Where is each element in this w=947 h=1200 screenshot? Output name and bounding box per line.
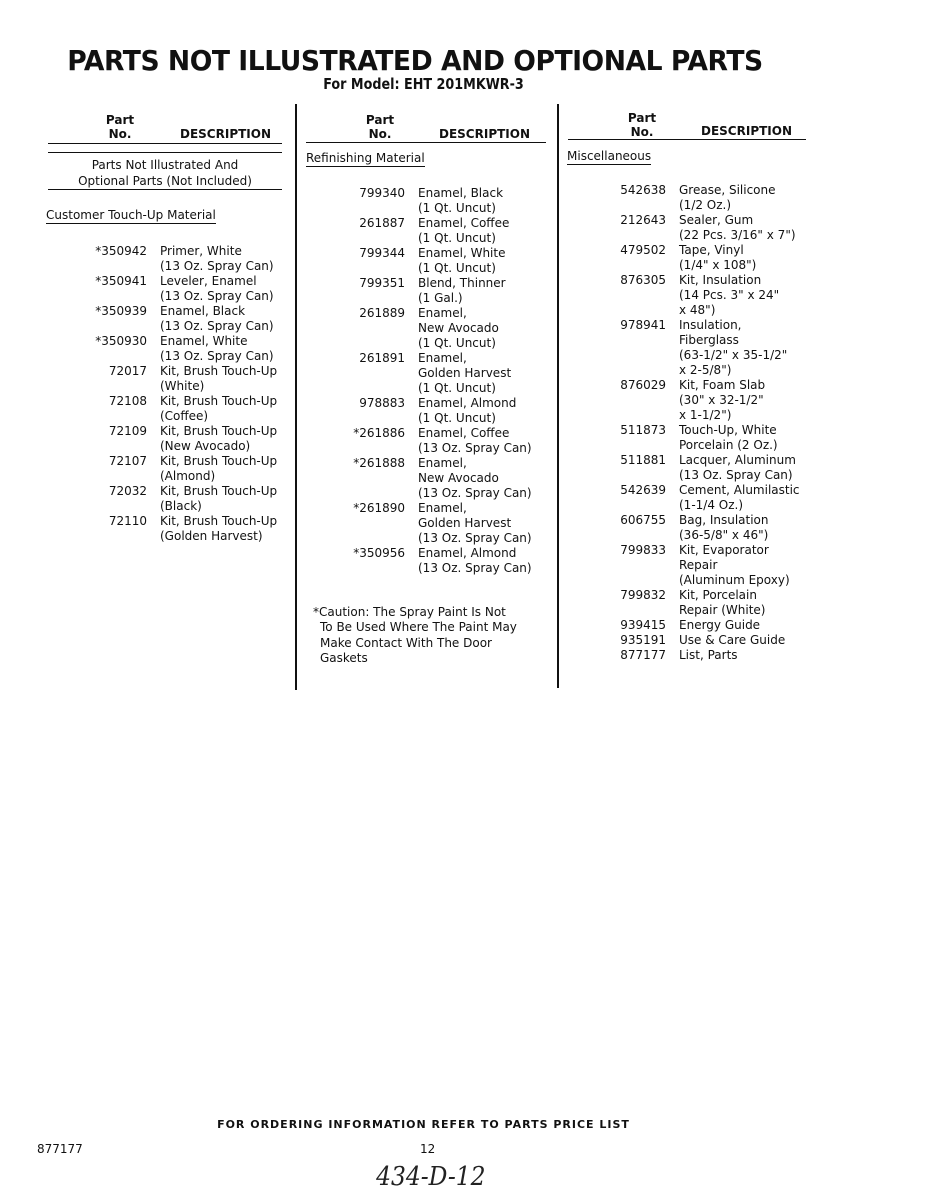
part-number: 935191 (620, 633, 666, 647)
part-number: 799351 (359, 276, 405, 290)
part-row (345, 396, 532, 426)
part-description (679, 648, 738, 663)
parts-list-column2 (345, 186, 532, 576)
part-description (679, 483, 800, 513)
description-line: Porcelain (2 Oz.) (679, 438, 778, 452)
description-line: (14 Pcs. 3" x 24" (679, 288, 780, 302)
description-line: Kit, Brush Touch-Up (160, 424, 278, 438)
description-line: Enamel, Black (418, 186, 504, 200)
part-number: 978883 (359, 396, 405, 410)
caution-line: To Be Used Where The Paint May (320, 620, 517, 635)
part-row (87, 454, 277, 484)
part-number: 799832 (620, 588, 666, 602)
part-number: 606755 (620, 513, 666, 527)
part-number: *350930 (95, 334, 147, 348)
part-row (87, 334, 277, 364)
description-line: Cement, Alumilastic (679, 483, 800, 497)
part-number: 876305 (620, 273, 666, 287)
part-row (606, 273, 800, 318)
caution-line: *Caution: The Spray Paint Is Not (313, 605, 506, 619)
part-description (418, 351, 511, 396)
part-row (87, 514, 277, 544)
description-label: DESCRIPTION (701, 124, 793, 138)
description-line: Kit, Brush Touch-Up (160, 364, 278, 378)
page-number: 12 (420, 1142, 436, 1156)
part-number: *350941 (95, 274, 147, 288)
description-line: (1 Gal.) (418, 291, 463, 305)
part-number: 542638 (620, 183, 666, 197)
description-line: x 1-1/2") (679, 408, 732, 422)
description-line: Kit, Insulation (679, 273, 762, 287)
part-description (679, 378, 765, 423)
description-line: (Black) (160, 499, 202, 513)
part-number: *261888 (353, 456, 405, 470)
part-row (606, 318, 800, 378)
note-line: Parts Not Illustrated And (91, 158, 239, 172)
part-number: *350939 (95, 304, 147, 318)
part-label: Part (365, 113, 395, 127)
part-row (345, 351, 532, 396)
description-line: Insulation, (679, 318, 742, 332)
page-title: PARTS NOT ILLUSTRATED AND OPTIONAL PARTS (67, 44, 763, 77)
description-line: Lacquer, Aluminum (679, 453, 796, 467)
part-number: 212643 (620, 213, 666, 227)
part-number: 877177 (620, 648, 666, 662)
part-description (418, 306, 499, 351)
part-row (345, 306, 532, 351)
part-row (345, 546, 532, 576)
no-label: No. (108, 127, 132, 141)
header-rule (568, 139, 806, 140)
caution-line: Gaskets (320, 650, 368, 665)
description-line: (22 Pcs. 3/16" x 7") (679, 228, 796, 242)
description-line: Bag, Insulation (679, 513, 769, 527)
caution-note (313, 605, 517, 666)
part-description (160, 334, 274, 364)
part-number: 261887 (359, 216, 405, 230)
part-row (345, 216, 532, 246)
part-row (345, 501, 532, 546)
part-number: 799833 (620, 543, 666, 557)
part-row (606, 423, 800, 453)
description-line: Enamel, Almond (418, 546, 517, 560)
part-number: 72108 (108, 394, 147, 408)
column-divider (557, 104, 559, 688)
part-label: Part (105, 113, 135, 127)
description-line: Kit, Foam Slab (679, 378, 766, 392)
part-description (160, 274, 274, 304)
description-line: Enamel, Coffee (418, 216, 510, 230)
part-row (606, 213, 800, 243)
part-row (345, 426, 532, 456)
description-line: (1 Qt. Uncut) (418, 381, 496, 395)
part-description (418, 501, 532, 546)
note-line: Optional Parts (Not Included) (78, 174, 252, 188)
description-line: Grease, Silicone (679, 183, 776, 197)
part-number: *261890 (353, 501, 405, 515)
description-line: (13 Oz. Spray Can) (160, 259, 274, 273)
part-row (606, 513, 800, 543)
description-line: (1 Qt. Uncut) (418, 261, 496, 275)
part-description (160, 394, 277, 424)
part-number: 799344 (359, 246, 405, 260)
part-number: 261891 (359, 351, 405, 365)
description-line: (13 Oz. Spray Can) (160, 289, 274, 303)
part-row (606, 243, 800, 273)
part-number: 511881 (620, 453, 666, 467)
part-description (679, 453, 796, 483)
part-row (606, 648, 800, 663)
part-description (160, 244, 274, 274)
description-line: Sealer, Gum (679, 213, 754, 227)
description-line: Repair (679, 558, 718, 572)
description-line: (13 Oz. Spray Can) (418, 486, 532, 500)
part-description (418, 426, 532, 456)
column-divider (295, 104, 297, 690)
handwritten-annotation: 434-D-12 (376, 1162, 486, 1192)
part-row (87, 394, 277, 424)
part-number: *261886 (353, 426, 405, 440)
description-line: Use & Care Guide (679, 633, 786, 647)
caution-line: Make Contact With The Door (320, 635, 492, 650)
description-line: (Coffee) (160, 409, 209, 423)
part-description (679, 273, 779, 318)
part-description (679, 423, 778, 453)
header-rule (48, 152, 282, 153)
description-line: New Avocado (418, 321, 499, 335)
part-description (679, 543, 790, 588)
part-number: 511873 (620, 423, 666, 437)
section-miscellaneous: Miscellaneous (567, 149, 652, 163)
part-row (87, 274, 277, 304)
description-line: Kit, Brush Touch-Up (160, 394, 278, 408)
description-line: Energy Guide (679, 618, 761, 632)
parts-list-column1 (87, 244, 277, 544)
part-description (418, 186, 503, 216)
section-customer-touch-up: Customer Touch-Up Material (46, 208, 216, 222)
description-line: Kit, Brush Touch-Up (160, 454, 278, 468)
part-row (345, 276, 532, 306)
description-line: Enamel, White (160, 334, 248, 348)
no-label: No. (630, 125, 654, 139)
description-line: (New Avocado) (160, 439, 251, 453)
model-subtitle: For Model: EHT 201MKWR-3 (323, 75, 524, 93)
description-line: (Almond) (160, 469, 216, 483)
part-number: 939415 (620, 618, 666, 632)
description-line: (White) (160, 379, 205, 393)
description-line: Enamel, Black (160, 304, 246, 318)
part-description (418, 546, 532, 576)
description-line: Golden Harvest (418, 366, 512, 380)
description-line: Enamel, (418, 501, 467, 515)
part-row (606, 483, 800, 513)
part-description (160, 364, 277, 394)
part-row (345, 456, 532, 501)
description-line: Enamel, Coffee (418, 426, 510, 440)
part-row (606, 453, 800, 483)
part-description (160, 304, 274, 334)
description-line: List, Parts (679, 648, 738, 662)
description-line: x 2-5/8") (679, 363, 732, 377)
description-line: Enamel, (418, 456, 467, 470)
description-line: Enamel, Almond (418, 396, 517, 410)
part-row (87, 364, 277, 394)
part-row (606, 543, 800, 588)
header-rule (306, 142, 546, 143)
description-line: x 48") (679, 303, 716, 317)
description-line: New Avocado (418, 471, 499, 485)
description-line: (1 Qt. Uncut) (418, 231, 496, 245)
description-line: (1 Qt. Uncut) (418, 411, 496, 425)
description-line: Primer, White (160, 244, 242, 258)
part-description (418, 456, 532, 501)
part-number: 479502 (620, 243, 666, 257)
part-row (606, 618, 800, 633)
column1-note (48, 157, 282, 190)
document-number: 877177 (37, 1142, 83, 1156)
part-description (679, 213, 796, 243)
part-label: Part (627, 111, 657, 125)
description-label: DESCRIPTION (439, 127, 531, 141)
section-refinishing-material: Refinishing Material (306, 151, 425, 165)
header-rule (48, 143, 282, 144)
part-number: 876029 (620, 378, 666, 392)
description-line: (13 Oz. Spray Can) (160, 319, 274, 333)
description-line: Golden Harvest (418, 516, 512, 530)
description-line: Enamel, White (418, 246, 506, 260)
description-line: (1-1/4 Oz.) (679, 498, 744, 512)
description-line: (Golden Harvest) (160, 529, 263, 543)
part-row (87, 484, 277, 514)
description-line: (1 Qt. Uncut) (418, 336, 496, 350)
part-description (160, 514, 277, 544)
part-description (418, 276, 506, 306)
description-line: Kit, Porcelain (679, 588, 757, 602)
part-description (679, 618, 760, 633)
description-line: Leveler, Enamel (160, 274, 257, 288)
ordering-info: FOR ORDERING INFORMATION REFER TO PARTS PRICE LIST (217, 1118, 630, 1131)
part-number: 978941 (620, 318, 666, 332)
description-line: (13 Oz. Spray Can) (679, 468, 793, 482)
part-description (160, 424, 277, 454)
description-line: Fiberglass (679, 333, 739, 347)
part-description (160, 484, 277, 514)
description-line: Repair (White) (679, 603, 766, 617)
description-line: (1 Qt. Uncut) (418, 201, 496, 215)
part-row (87, 424, 277, 454)
description-line: (13 Oz. Spray Can) (418, 561, 532, 575)
part-description (418, 396, 516, 426)
description-line: (36-5/8" x 46") (679, 528, 769, 542)
description-line: Kit, Evaporator (679, 543, 769, 557)
description-line: Enamel, (418, 306, 467, 320)
part-description (679, 243, 756, 273)
no-label: No. (368, 127, 392, 141)
part-number: *350942 (95, 244, 147, 258)
part-number: 72109 (108, 424, 147, 438)
part-number: 542639 (620, 483, 666, 497)
part-row (606, 183, 800, 213)
part-row (606, 588, 800, 618)
description-line: (1/4" x 108") (679, 258, 757, 272)
part-description (679, 513, 769, 543)
description-line: Kit, Brush Touch-Up (160, 484, 278, 498)
description-line: (1/2 Oz.) (679, 198, 732, 212)
part-number: *350956 (353, 546, 405, 560)
part-number: 799340 (359, 186, 405, 200)
description-line: Tape, Vinyl (679, 243, 744, 257)
description-line: Touch-Up, White (679, 423, 777, 437)
parts-list-column3 (606, 183, 800, 663)
part-row (345, 246, 532, 276)
part-row (606, 633, 800, 648)
part-description (679, 318, 787, 378)
description-line: Enamel, (418, 351, 467, 365)
part-number: 261889 (359, 306, 405, 320)
description-line: (13 Oz. Spray Can) (418, 441, 532, 455)
description-line: Kit, Brush Touch-Up (160, 514, 278, 528)
part-row (606, 378, 800, 423)
part-row (87, 244, 277, 274)
part-description (418, 216, 509, 246)
description-label: DESCRIPTION (180, 127, 272, 141)
description-line: (30" x 32-1/2" (679, 393, 764, 407)
description-line: (63-1/2" x 35-1/2" (679, 348, 788, 362)
description-line: (13 Oz. Spray Can) (418, 531, 532, 545)
part-number: 72032 (108, 484, 147, 498)
part-description (679, 183, 776, 213)
part-description (679, 588, 766, 618)
description-line: (Aluminum Epoxy) (679, 573, 790, 587)
part-description (160, 454, 277, 484)
description-line: (13 Oz. Spray Can) (160, 349, 274, 363)
part-row (87, 304, 277, 334)
part-description (418, 246, 505, 276)
part-description (679, 633, 785, 648)
part-number: 72017 (108, 364, 147, 378)
part-number: 72107 (108, 454, 147, 468)
description-line: Blend, Thinner (418, 276, 506, 290)
part-number: 72110 (108, 514, 147, 528)
part-row (345, 186, 532, 216)
